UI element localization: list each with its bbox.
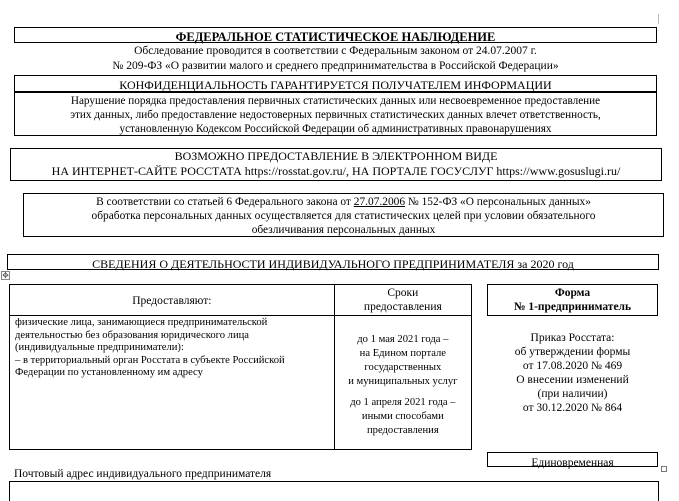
- order-line4: О внесении изменений: [516, 374, 629, 386]
- deadline1-line1: до 1 мая 2021 года –: [357, 334, 449, 345]
- confidential-title-box: [14, 75, 657, 92]
- personal-law-date: 27.07.2006: [353, 196, 406, 208]
- deadline1-line2: на Едином портале: [359, 348, 447, 359]
- order-line3: от 17.08.2020 № 469: [522, 360, 623, 372]
- order-line5: (при наличии): [537, 388, 608, 400]
- electronic-box: [10, 148, 662, 181]
- confidential-notice-box: [14, 92, 657, 136]
- providers-line4: – в территориальный орган Росстата в субъекте Российской: [15, 354, 285, 366]
- providers-header: Предоставляют:: [132, 295, 212, 307]
- deadline1-line4: и муниципальных услуг: [348, 376, 458, 387]
- electronic-line1: ВОЗМОЖНО ПРЕДОСТАВЛЕНИЕ В ЭЛЕКТРОННОМ ВИДЕ: [174, 149, 498, 163]
- deadline1-line3: государственных: [364, 362, 442, 373]
- confidential-line3: установленную Кодексом Российской Федерации об административных правонарушениях: [119, 123, 552, 135]
- order-line2: об утверждении формы: [514, 346, 631, 358]
- order-line6: от 30.12.2020 № 864: [522, 402, 623, 414]
- deadline2-line2: иными способами: [361, 411, 444, 422]
- deadline2-line3: предоставления: [366, 425, 439, 436]
- providers-line5: Федерации по установленному им адресу: [15, 367, 203, 378]
- providers-line2: деятельностью без образования юридического лица: [15, 329, 250, 341]
- personal-data-box: [23, 193, 664, 237]
- confidential-line1: Нарушение порядка предоставления первичных статистических данных или несвоевременное предоставление: [70, 95, 601, 107]
- providers-cell: [10, 316, 335, 450]
- section-title: СВЕДЕНИЯ О ДЕЯТЕЛЬНОСТИ ИНДИВИДУАЛЬНОГО ПРЕДПРИНИМАТЕЛЯ за 2020 год: [92, 257, 574, 271]
- form-title-box: [487, 284, 658, 316]
- providers-line3: (индивидуальные предприниматели):: [15, 342, 184, 353]
- header-title-box: [14, 27, 657, 43]
- deadline-header-line1: Сроки: [387, 287, 419, 299]
- order-line1: Приказ Росстата:: [530, 332, 615, 344]
- electronic-line2: НА ИНТЕРНЕТ-САЙТЕ РОССТАТА https://rosstat.gov.ru/, НА ПОРТАЛЕ ГОСУСЛУГ https://www.gosuslugi.ru/: [51, 164, 621, 178]
- address-field[interactable]: [9, 481, 659, 501]
- page-corner-mark: [658, 14, 659, 24]
- deadline2-line1: до 1 апреля 2021 года –: [350, 397, 456, 408]
- deadline-header-line2: предоставления: [363, 301, 442, 313]
- personal-line3: обезличивания персональных данных: [251, 224, 436, 236]
- personal-line1-end: № 152-ФЗ «О персональных данных»: [405, 196, 591, 208]
- confidential-title: КОНФИДЕНЦИАЛЬНОСТЬ ГАРАНТИРУЕТСЯ ПОЛУЧАТЕЛЕМ ИНФОРМАЦИИ: [119, 78, 552, 92]
- frequency-box: [487, 452, 658, 467]
- header-law-line2: № 209-ФЗ «О развитии малого и среднего предпринимательства в Российской Федерации»: [112, 60, 559, 72]
- providers-line1: физические лица, занимающиеся предпринимательской: [15, 317, 268, 328]
- section-title-box: [7, 254, 659, 270]
- header-law-line1: Обследование проводится в соответствии с Федеральным законом от 24.07.2007 г.: [134, 45, 537, 57]
- form-title-line2: № 1-предприниматель: [513, 301, 632, 313]
- form-title-line1: Форма: [554, 287, 591, 299]
- deadline-header-cell: [334, 285, 471, 316]
- order-block: [487, 331, 658, 415]
- address-label: Почтовый адрес индивидуального предпринимателя: [14, 468, 272, 480]
- confidential-line2: этих данных, либо предоставление недостоверных первичных статистических данных влечет ответственность,: [70, 109, 601, 121]
- frequency-label: Единовременная: [531, 457, 614, 469]
- personal-line1-start: В соответствии со статьей 6 Федерального закона от: [96, 196, 354, 208]
- deadline-cell: [334, 316, 471, 450]
- personal-line2: обработка персональных данных осуществляется для статистических целей при условии обязательного: [91, 210, 596, 222]
- header-title: ФЕДЕРАЛЬНОЕ СТАТИСТИЧЕСКОЕ НАБЛЮДЕНИЕ: [175, 30, 496, 44]
- resize-handle-icon[interactable]: [661, 466, 667, 472]
- move-handle-icon[interactable]: ✥: [2, 271, 9, 280]
- providers-table: [9, 284, 472, 450]
- personal-line1: [24, 195, 663, 209]
- providers-header-cell: [10, 285, 335, 316]
